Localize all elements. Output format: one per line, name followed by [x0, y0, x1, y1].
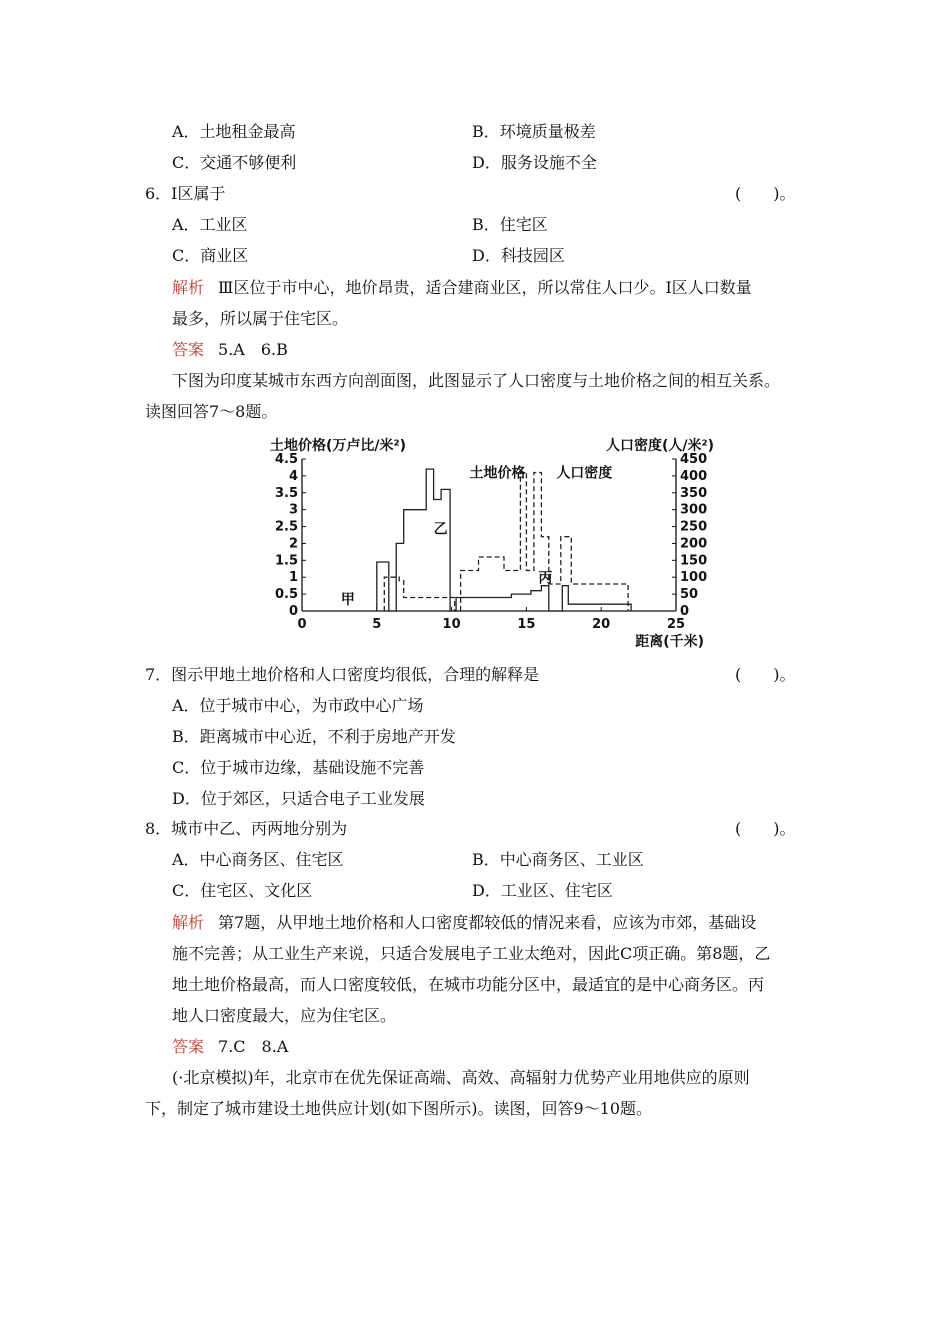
answer-label: 答案	[172, 340, 205, 359]
x-tick-label: 0	[297, 617, 307, 632]
chart-annotation: 土地价格	[469, 465, 526, 482]
q6-option-d: D．科技园区	[472, 246, 565, 265]
left-tick-label: 2	[288, 536, 298, 552]
q5-option-c: C．交通不够便利	[172, 153, 297, 172]
answer-2	[172, 1037, 288, 1057]
q5-option-a: A．土地租金最高	[172, 122, 296, 141]
q6-option-b: B．住宅区	[472, 215, 548, 234]
x-tick-label: 25	[666, 617, 686, 632]
land-price-line	[377, 469, 631, 611]
right-tick-label: 350	[680, 485, 708, 501]
chart-annotations	[341, 465, 612, 609]
q6-option-c: C．商业区	[172, 246, 249, 265]
x-tick-label: 5	[372, 617, 382, 632]
q6-option-a: A．工业区	[172, 215, 248, 234]
analysis-2-text-1: 第7题，从甲地土地价格和人口密度都较低的情况来看，应该为市郊，基础设	[218, 913, 757, 932]
q6-answer-paren: ( )。	[735, 184, 796, 203]
analysis-2-line-3: 地土地价格最高，而人口密度较低，在城市功能分区中，最适宜的是中心商务区。丙	[172, 975, 765, 994]
chart-series	[377, 469, 631, 611]
q7-option-b: B．距离城市中心近，不利于房地产开发	[172, 727, 456, 746]
intro-7-8-line-1: 下图为印度某城市东西方向剖面图，此图显示了人口密度与土地价格之间的相互关系。	[172, 371, 781, 390]
right-tick-label: 150	[680, 553, 708, 569]
analysis-2-line-4: 地人口密度最大，应为住宅区。	[172, 1006, 397, 1025]
intro-9-10-line-2: 下，制定了城市建设土地供应计划(如下图所示)。读图，回答9～10题。	[145, 1099, 653, 1118]
answer-1	[172, 340, 288, 360]
population-density-line	[384, 473, 628, 612]
answer-2-text: 7.C 8.A	[218, 1037, 289, 1056]
left-tick-label: 3.5	[274, 485, 298, 501]
left-tick-label: 1.5	[274, 553, 298, 569]
analysis-2-line-2: 施不完善；从工业生产来说，只适合发展电子工业太绝对，因此C项正确。第8题，乙	[172, 944, 771, 963]
right-tick-label: 0	[680, 604, 690, 619]
q7-option-d: D．位于郊区，只适合电子工业发展	[172, 789, 425, 808]
q8-stem: 8．城市中乙、丙两地分别为	[145, 819, 348, 838]
q8-answer-paren: ( )。	[735, 819, 796, 838]
right-tick-label: 200	[680, 536, 708, 552]
x-tick-label: 20	[592, 617, 611, 632]
analysis-1-line-1	[172, 278, 752, 298]
right-tick-label: 50	[680, 587, 699, 603]
right-tick-label: 250	[680, 519, 708, 535]
profile-chart	[262, 432, 722, 654]
analysis-2-line-1	[172, 913, 756, 933]
intro-7-8-line-2: 读图回答7～8题。	[145, 402, 278, 421]
x-tick-label: 15	[517, 617, 536, 632]
q8-option-d: D．工业区、住宅区	[472, 881, 613, 900]
right-tick-label: 100	[680, 570, 708, 586]
chart-annotation: 人口密度	[556, 465, 613, 482]
q8-option-c: C．住宅区、文化区	[172, 881, 313, 900]
left-tick-label: 2.5	[274, 519, 298, 535]
analysis-label: 解析	[172, 278, 205, 297]
x-axis-label: 距离(千米)	[635, 634, 704, 650]
q6-stem: 6．Ⅰ区属于	[145, 184, 226, 203]
q5-option-b: B．环境质量极差	[472, 122, 596, 141]
q7-option-c: C．位于城市边缘，基础设施不完善	[172, 758, 425, 777]
q7-stem: 7．图示甲地土地价格和人口密度均很低，合理的解释是	[145, 665, 540, 684]
left-tick-label: 0.5	[274, 587, 298, 603]
q7-answer-paren: ( )。	[735, 665, 796, 684]
right-tick-label: 450	[680, 452, 708, 467]
left-tick-label: 4.5	[274, 452, 298, 467]
right-tick-label: 400	[680, 468, 708, 484]
chart-annotation: 甲	[340, 592, 355, 609]
q7-option-a: A．位于城市中心，为市政中心广场	[172, 696, 424, 715]
left-axis-label: 土地价格(万卢比/米²)	[270, 438, 407, 454]
left-tick-label: 1	[288, 570, 298, 586]
analysis-label: 解析	[172, 913, 205, 932]
answer-label: 答案	[172, 1037, 205, 1056]
right-tick-label: 300	[680, 502, 708, 518]
analysis-1-line-2: 最多，所以属于住宅区。	[172, 309, 349, 328]
q8-option-a: A．中心商务区、住宅区	[172, 850, 344, 869]
left-tick-label: 3	[288, 502, 298, 518]
x-tick-label: 10	[442, 617, 461, 632]
q5-option-d: D．服务设施不全	[472, 153, 597, 172]
intro-9-10-line-1: (·北京模拟)年，北京市在优先保证高端、高效、高辐射力优势产业用地供应的原则	[172, 1068, 750, 1087]
chart-annotation: 乙	[433, 521, 448, 538]
right-axis-label: 人口密度(人/米²)	[605, 438, 714, 454]
q8-option-b: B．中心商务区、工业区	[472, 850, 644, 869]
left-tick-label: 0	[288, 604, 298, 619]
left-tick-label: 4	[288, 468, 298, 484]
analysis-1-text-1: Ⅲ区位于市中心，地价昂贵，适合建商业区，所以常住人口少。Ⅰ区人口数量	[218, 278, 752, 297]
answer-1-text: 5.A 6.B	[218, 340, 288, 359]
chart-annotation: 丙	[538, 570, 553, 587]
